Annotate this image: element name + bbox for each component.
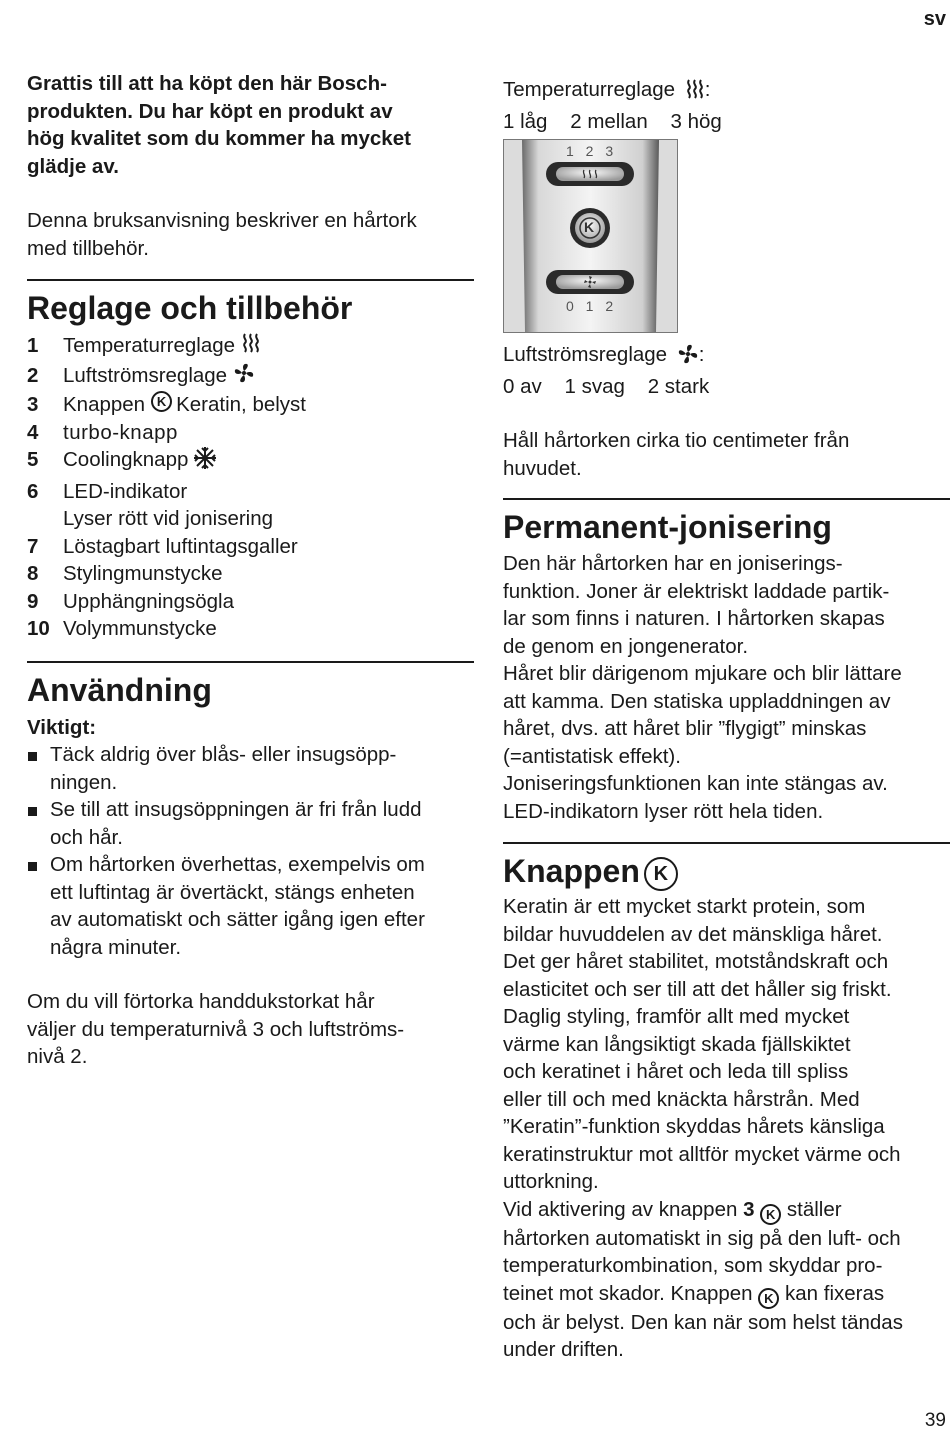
item-number: 4 bbox=[27, 420, 39, 444]
keratin-line: och är belyst. Den kan när som helst tändas bbox=[503, 1310, 903, 1334]
usage-bullets bbox=[27, 741, 474, 961]
usage-heading: Användning bbox=[27, 671, 212, 708]
keratin-line: Keratin är ett mycket starkt protein, som bbox=[503, 895, 866, 918]
intro-line: hög kvalitet som du kommer ha mycket bbox=[27, 127, 411, 150]
fan-icon bbox=[677, 343, 699, 373]
ionization-line: lar som finns i naturen. I hårtorken skapas bbox=[503, 607, 885, 630]
item-label-suffix: Keratin, belyst bbox=[176, 393, 306, 416]
list-item bbox=[27, 505, 474, 533]
k-button-letter: K bbox=[584, 219, 595, 235]
keratin-heading bbox=[503, 844, 950, 891]
keratin-line: Daglig styling, framför allt med mycket bbox=[503, 1005, 850, 1028]
keratin-line: bildar huvuddelen av det mänskliga håret. bbox=[503, 922, 883, 946]
intro-line: glädje av. bbox=[27, 154, 119, 178]
keratin-line bbox=[503, 1280, 950, 1309]
controls-heading: Reglage och tillbehör bbox=[27, 290, 353, 326]
heat-icon bbox=[685, 78, 705, 108]
keratin-line: Det ger håret stabilitet, motståndskraft och bbox=[503, 950, 889, 973]
airflow-scale: 0 1 2 bbox=[566, 298, 618, 314]
k-button-icon: K bbox=[644, 857, 678, 891]
ionization-paragraph bbox=[503, 550, 950, 825]
intro-line: produkten. Du har köpt en produkt av bbox=[27, 99, 393, 123]
page-number: 39 bbox=[924, 1410, 946, 1431]
right-column bbox=[503, 76, 950, 1364]
k-button-icon: K bbox=[151, 391, 172, 412]
list-item bbox=[27, 332, 474, 362]
list-item bbox=[27, 419, 474, 447]
keratin-line: keratinstruktur mot alltför mycket värme och bbox=[503, 1142, 901, 1166]
item-label: Lyser rött vid jonisering bbox=[63, 507, 274, 530]
left-column bbox=[27, 70, 474, 1071]
closing-line: Om du vill förtorka handdukstorkat hår bbox=[27, 990, 375, 1013]
item-label: Löstagbart luftintagsgaller bbox=[63, 534, 298, 558]
hint-line: Håll hårtorken cirka tio centimeter från bbox=[503, 429, 850, 452]
bullet-line: Se till att insugsöppningen är fri från ludd bbox=[50, 798, 422, 821]
airflow-levels: 0 av 1 svag 2 stark bbox=[503, 374, 710, 398]
keratin-line: och keratinet i håret och leda till spliss bbox=[503, 1060, 849, 1083]
item-label: Volymmunstycke bbox=[63, 617, 217, 640]
description-line: med tillbehör. bbox=[27, 236, 149, 260]
temperature-levels: 1 låg 2 mellan 3 hög bbox=[503, 109, 722, 133]
item-number: 3 bbox=[27, 393, 39, 416]
keratin-paragraph bbox=[503, 893, 950, 1364]
distance-hint bbox=[503, 427, 950, 482]
ionization-line: att kamma. Den statiska uppladdningen av bbox=[503, 689, 891, 713]
keratin-heading-text: Knappen bbox=[503, 853, 640, 889]
item-number: 9 bbox=[27, 589, 39, 613]
keratin-line: uttorkning. bbox=[503, 1170, 599, 1193]
ionization-line: funktion. Joner är elektriskt laddade partik- bbox=[503, 579, 890, 603]
item-label: Knappen bbox=[63, 393, 146, 416]
list-item bbox=[27, 533, 474, 561]
bullet-square-icon bbox=[28, 807, 37, 816]
bullet-line: Om hårtorken överhettas, exempelvis om bbox=[50, 853, 425, 876]
heat-icon bbox=[241, 332, 261, 362]
item-label: Stylingmunstycke bbox=[63, 562, 223, 585]
airflow-label: Luftströmsreglage : bbox=[503, 341, 950, 373]
keratin-line: eller till och med knäckta hårstrån. Med bbox=[503, 1087, 860, 1111]
bullet-square-icon bbox=[28, 862, 37, 871]
dryer-controls-photo bbox=[503, 139, 678, 333]
keratin-line: under driften. bbox=[503, 1338, 624, 1361]
ionization-line: LED-indikatorn lyser rött hela tiden. bbox=[503, 799, 824, 823]
temperature-label-text: Temperaturreglage bbox=[503, 78, 676, 101]
list-item bbox=[27, 362, 474, 392]
list-item bbox=[27, 741, 474, 796]
ionization-line: håret, dvs. att håret blir ”flygigt” minskas bbox=[503, 717, 867, 740]
fan-icon bbox=[233, 362, 255, 392]
item-number: 7 bbox=[27, 534, 39, 558]
keratin-line: hårtorken automatiskt in sig på den luft- och bbox=[503, 1226, 901, 1250]
ionization-line: Håret blir därigenom mjukare och blir lättare bbox=[503, 662, 902, 685]
bullet-line: några minuter. bbox=[50, 935, 182, 959]
item-number: 5 bbox=[27, 448, 39, 471]
item-label: turbo-knapp bbox=[63, 420, 178, 444]
item-number: 10 bbox=[27, 617, 50, 640]
closing-paragraph bbox=[27, 988, 474, 1071]
bullet-square-icon bbox=[28, 752, 37, 761]
list-item bbox=[27, 391, 474, 419]
activation-text: ställer bbox=[786, 1197, 842, 1221]
activation-text: kan fixeras bbox=[785, 1281, 885, 1305]
item-number: 2 bbox=[27, 363, 39, 387]
keratin-line: temperaturkombination, som skyddar pro- bbox=[503, 1254, 883, 1277]
ionization-heading: Permanent-jonisering bbox=[503, 509, 832, 545]
hint-line: huvudet. bbox=[503, 456, 582, 480]
list-item bbox=[27, 851, 474, 961]
description-line: Denna bruksanvisning beskriver en hårtork bbox=[27, 209, 417, 232]
list-item bbox=[27, 588, 474, 616]
ionization-line: de genom en jongenerator. bbox=[503, 634, 749, 658]
language-code: sv bbox=[923, 8, 946, 30]
activation-text: Vid aktivering av knappen bbox=[503, 1197, 738, 1221]
item-label: Upphängningsögla bbox=[63, 589, 234, 613]
bullet-line: Täck aldrig över blås- eller insugsöpp- bbox=[50, 743, 397, 766]
item-label: Temperaturreglage bbox=[63, 334, 236, 357]
ionization-line: Joniseringsfunktionen kan inte stängas av. bbox=[503, 772, 888, 795]
keratin-line: värme kan långsiktigt skada fjällskiktet bbox=[503, 1032, 851, 1056]
item-number bbox=[27, 505, 63, 533]
activation-number: 3 bbox=[743, 1197, 755, 1221]
item-label: Luftströmsreglage bbox=[63, 363, 228, 387]
description-paragraph bbox=[27, 207, 474, 262]
k-button-icon: K bbox=[758, 1288, 779, 1309]
temperature-scale: 1 2 3 bbox=[566, 143, 618, 159]
closing-line: nivå 2. bbox=[27, 1045, 88, 1068]
list-item bbox=[27, 796, 474, 851]
intro-paragraph bbox=[27, 70, 474, 180]
bullet-line: av automatiskt och sätter igång igen efter bbox=[50, 908, 425, 931]
item-number: 6 bbox=[27, 479, 39, 503]
k-button-icon: K bbox=[760, 1204, 781, 1225]
temperature-label: Temperaturreglage : bbox=[503, 76, 950, 108]
item-label: LED-indikator bbox=[63, 479, 188, 503]
item-number: 8 bbox=[27, 562, 39, 585]
ionization-line: Den här hårtorken har en joniserings- bbox=[503, 552, 843, 575]
controls-list bbox=[27, 332, 474, 643]
item-label: Coolingknapp bbox=[63, 448, 189, 471]
intro-line: Grattis till att ha köpt den här Bosch- bbox=[27, 72, 387, 95]
list-item bbox=[27, 446, 474, 478]
list-item bbox=[27, 478, 474, 506]
important-label: Viktigt: bbox=[27, 715, 97, 739]
bullet-line: ningen. bbox=[50, 770, 118, 794]
closing-line: väljer du temperaturnivå 3 och luftströms- bbox=[27, 1017, 405, 1041]
item-number: 1 bbox=[27, 334, 39, 357]
snowflake-icon bbox=[193, 446, 217, 478]
keratin-line: ”Keratin”-funktion skyddas hårets känsliga bbox=[503, 1115, 885, 1138]
airflow-label-text: Luftströmsreglage bbox=[503, 343, 668, 366]
list-item bbox=[27, 615, 474, 643]
bullet-line: ett luftintag är övertäckt, stängs enheten bbox=[50, 880, 415, 904]
list-item bbox=[27, 560, 474, 588]
ionization-line: (=antistatisk effekt). bbox=[503, 744, 681, 768]
bullet-line: och hår. bbox=[50, 825, 123, 849]
keratin-line: elasticitet och ser till att det håller sig friskt. bbox=[503, 977, 892, 1001]
keratin-line bbox=[503, 1196, 950, 1225]
activation-text: teinet mot skador. Knappen bbox=[503, 1281, 753, 1305]
